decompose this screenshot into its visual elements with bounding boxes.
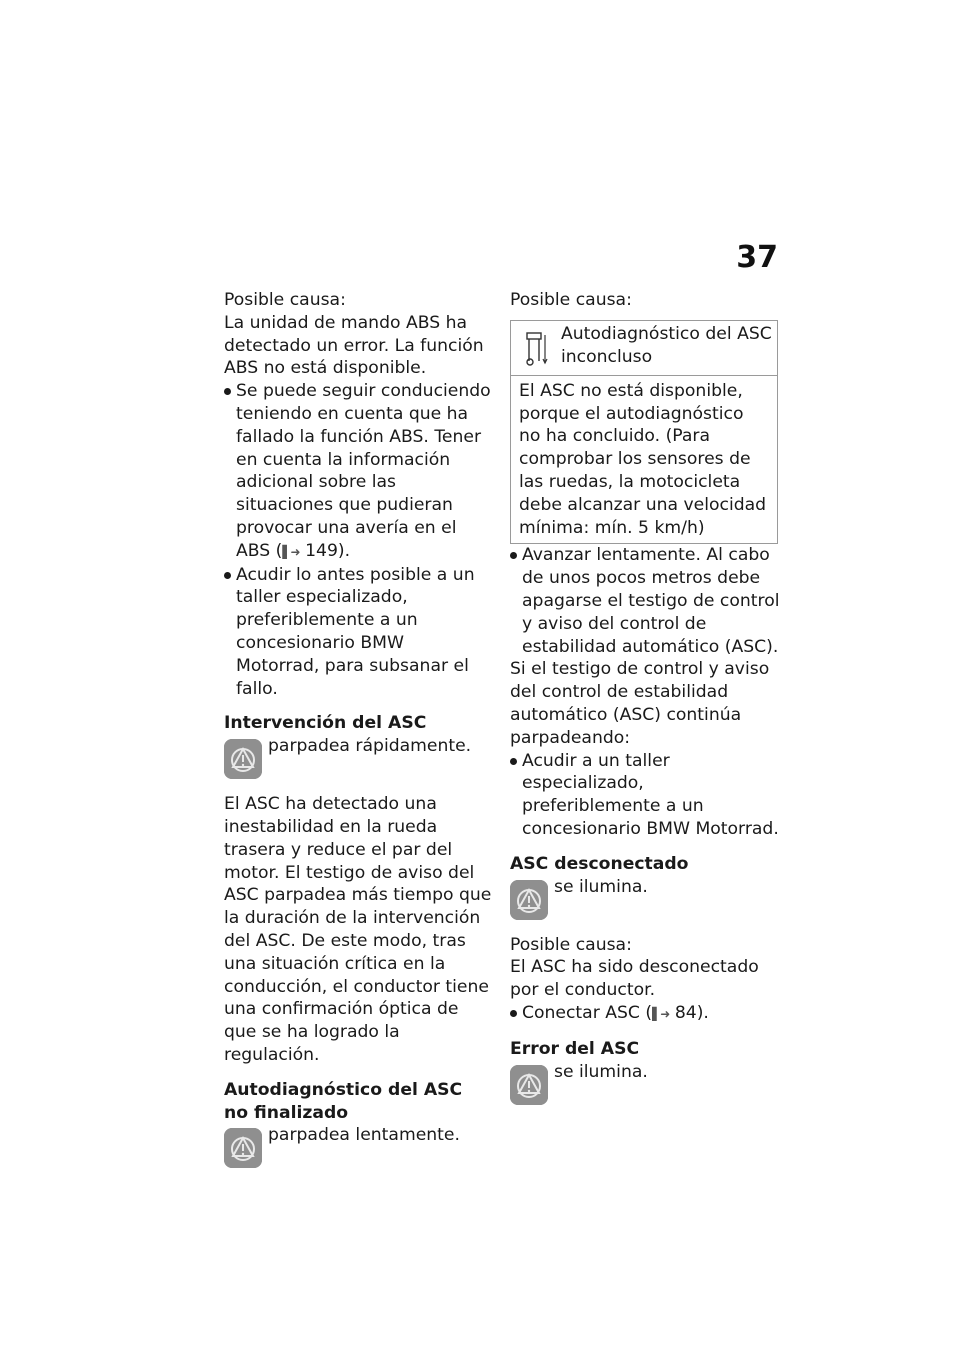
list-item [510,750,780,841]
paragraph: Si el testigo de control y aviso del control de estabilidad automático (ASC) continúa parpadeando: [510,659,770,748]
cause-label: Posible causa: [510,934,632,955]
list-item-text: Acudir lo antes posible a un taller especializado, preferiblemente a un concesionario BMW Motorrad, para subsanar el fallo. [236,564,475,699]
lamp-status-text: se ilumina. [554,876,648,897]
cause-text: La unidad de mando ABS ha detectado un error. La función ABS no está disponible. [224,312,484,379]
lamp-status-text: se ilumina. [554,1061,648,1082]
section-heading-asc-intervention: Intervención del ASC [224,713,427,734]
page-reference-arrow-icon: ▌➜ [652,1006,670,1021]
info-box-title: Autodiagnóstico del ASC inconcluso [561,323,772,367]
list-item-text: Se puede seguir conduciendo teniendo en cuenta que ha fallado la función ABS. Tener en cuenta la información adicional sobre las situaciones que pudieran provocar una avería en el ABS ( [236,381,491,561]
selfdiagnosis-icon [525,331,549,374]
asc-warning-lamp-icon [224,739,262,779]
cause-text: El ASC ha sido desconectado por el conductor. [510,957,759,1001]
page-reference: 84). [674,1002,709,1023]
page-reference: 149). [305,540,351,561]
cause-label: Posible causa: [224,290,346,310]
warning-lamp-row [510,1061,780,1109]
page-number: 37 [736,240,778,275]
asc-warning-lamp-icon [510,880,548,920]
list-item-text: Avanzar lentamente. Al cabo de unos pocos metros debe apagarse el testigo de control y aviso del control de estabilidad automático (ASC). [522,545,780,657]
warning-lamp-row [224,1124,492,1172]
section-heading-asc-disabled: ASC desconectado [510,853,689,874]
list-item [224,380,492,563]
paragraph: El ASC ha detectado una inestabilidad en la rueda trasera y reduce el par del motor. El testigo de aviso del ASC parpadea más tiempo que la duración de la intervención del ASC. De este modo, tras una situación crítica en la conducción, el conductor tiene una confirmación óptica de que se ha logrado la regulación. [224,794,492,1065]
list-item-text: Conectar ASC ( [522,1002,653,1023]
asc-warning-lamp-icon [510,1065,548,1105]
warning-lamp-row [510,876,780,924]
asc-warning-lamp-icon [224,1128,262,1168]
list-item-text: Acudir a un taller especializado, preferiblemente a un concesionario BMW Motorrad. [522,750,779,839]
section-heading-asc-selfdiag: Autodiagnóstico del ASC no finalizado [224,1079,463,1123]
list-item [510,544,780,658]
cause-label: Posible causa: [510,290,632,310]
page-reference-arrow-icon: ▌➜ [282,544,300,559]
section-heading-asc-error: Error del ASC [510,1038,640,1059]
left-column [224,289,492,1172]
list-item [510,1002,780,1026]
info-box-body: El ASC no está disponible, porque el autodiagnóstico no ha concluido. (Para comprobar los sensores de las ruedas, la motocicleta debe alcanzar una velocidad mínima: mín. 5 km/h) [519,380,767,538]
right-column [510,289,780,1109]
list-item [224,564,492,701]
warning-lamp-row [224,735,492,783]
lamp-status-text: parpadea lentamente. [268,1125,460,1146]
lamp-status-text: parpadea rápidamente. [268,736,472,757]
info-box-header [511,321,777,376]
info-box [510,320,778,545]
